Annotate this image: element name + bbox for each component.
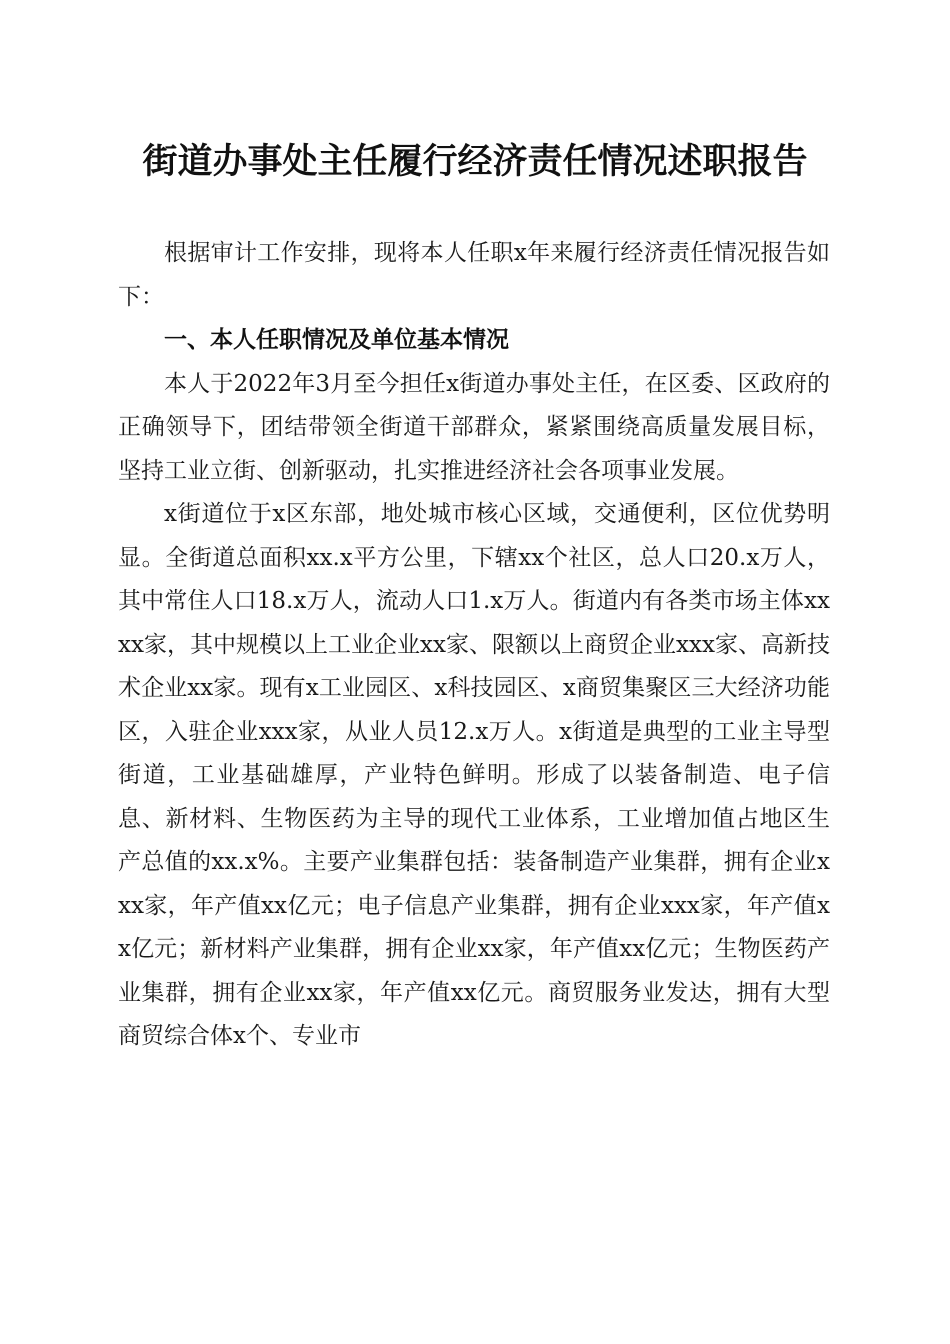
document-title: 街道办事处主任履行经济责任情况述职报告 xyxy=(142,141,808,182)
body-paragraph: x街道位于x区东部，地处城市核心区域，交通便利，区位优势明显。全街道总面积xx.x平方公里，下辖xx个社区，总人口20.x万人，其中常住人口18.x万人，流动人口1.x万人。街道内有各类市场主体xxxx家，其中规模以上工业企业xx家、限额以上商贸企业xxx家、高新技术企业xx家。现有x工业园区、x科技园区、x商贸集聚区三大经济功能区，入驻企业xxx家，从业人员12.x万人。x街道是典型的工业主导型街道，工业基础雄厚，产业特色鲜明。形成了以装备制造、电子信息、新材料、生物医药为主导的现代工业体系，工业增加值占地区生产总值的xx.x%。主要产业集群包括：装备制造产业集群，拥有企业xxx家，年产值xx亿元；电子信息产业集群，拥有企业xxx家，年产值xx亿元；新材料产业集群，拥有企业xx家，年产值xx亿元；生物医药产业集群，拥有企业xx家，年产值xx亿元。商贸服务业发达，拥有大型商贸综合体x个、专业市 xyxy=(118,501,830,1049)
section-heading: 一、本人任职情况及单位基本情况 xyxy=(164,327,509,353)
document-body xyxy=(118,232,830,1059)
body-paragraph: 本人于2022年3月至今担任x街道办事处主任，在区委、区政府的正确领导下，团结带领全街道干部群众，紧紧围绕高质量发展目标，坚持工业立街、创新驱动，扎实推进经济社会各项事业发展。 xyxy=(118,370,830,484)
intro-paragraph: 根据审计工作安排，现将本人任职x年来履行经济责任情况报告如下： xyxy=(118,240,830,310)
